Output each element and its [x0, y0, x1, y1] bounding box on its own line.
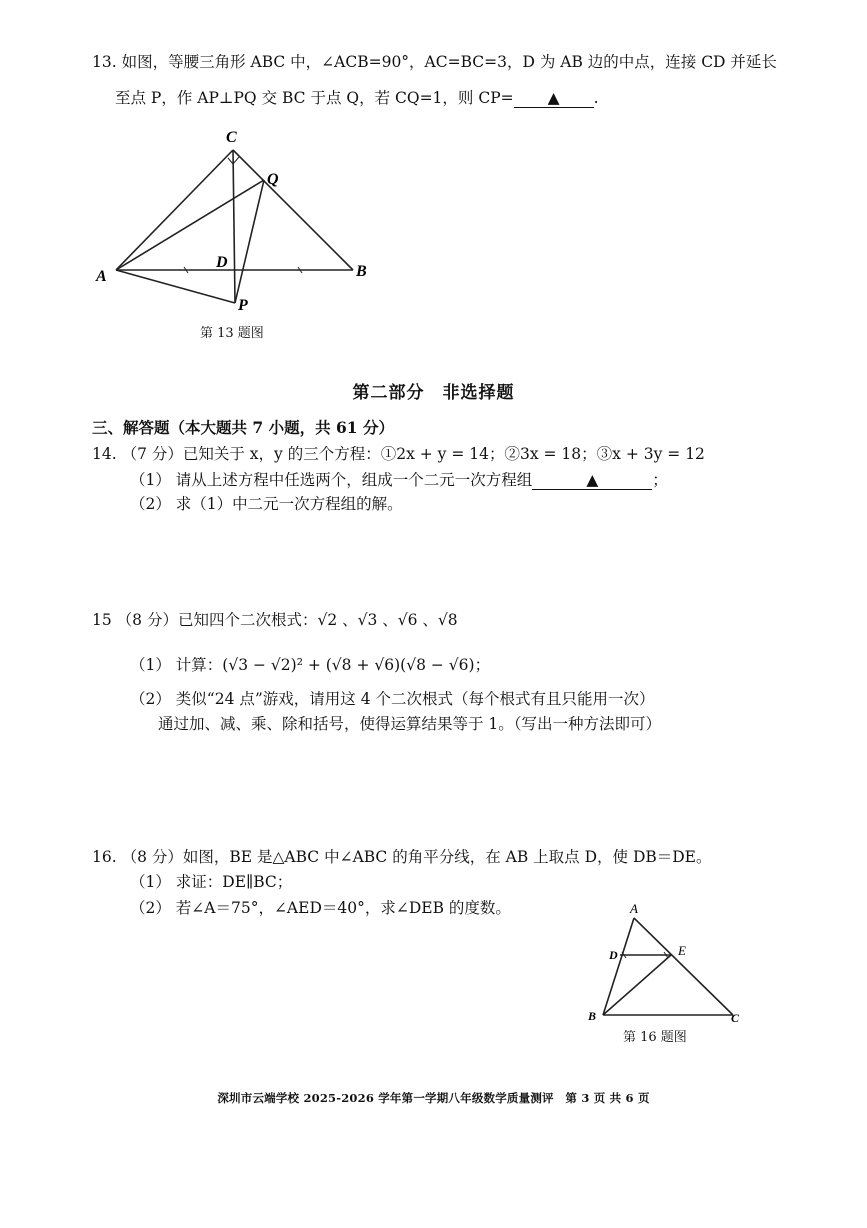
- segment-ac: [634, 918, 733, 1015]
- q15-part2-line2: 通过加、减、乘、除和括号，使得运算结果等于 1。（写出一种方法即可）: [158, 715, 662, 733]
- label-p: P: [238, 297, 248, 314]
- label-d: D: [609, 948, 618, 962]
- q14-part2: （2） 求（1）中二元一次方程组的解。: [130, 495, 403, 513]
- q13-line2: [115, 86, 599, 108]
- label-b: B: [588, 1009, 597, 1023]
- q14-blank-mark: ▲: [586, 471, 599, 489]
- page-footer: 深圳市云端学校 2025-2026 学年第一学期八年级数学质量测评 第 3 页 共 6 页: [217, 1091, 650, 1105]
- segment-cp: [233, 150, 235, 303]
- q16-part2: （2） 若∠A＝75°，∠AED＝40°，求∠DEB 的度数。: [130, 899, 511, 917]
- section-heading: 三、解答题（本大题共 7 小题，共 61 分）: [92, 418, 394, 437]
- q13-answer-blank: [514, 89, 594, 108]
- label-c: C: [731, 1011, 740, 1025]
- q14-part1-end: ；: [652, 471, 668, 489]
- q13-line1: 13. 如图，等腰三角形 ABC 中，∠ACB=90°，AC=BC=3，D 为 AB 边的中点，连接 CD 并延长: [92, 53, 777, 71]
- q15-part2-line1: （2） 类似“24 点”游戏，请用这 4 个二次根式（每个根式有且只能用一次）: [130, 690, 655, 708]
- q15-stem: 15 （8 分）已知四个二次根式：√2 、√3 、√6 、√8: [92, 611, 458, 629]
- q13-line2-text: 至点 P，作 AP⊥PQ 交 BC 于点 Q，若 CQ=1，则 CP=: [115, 89, 514, 107]
- label-b: B: [356, 263, 367, 280]
- segment-cb: [233, 150, 353, 270]
- label-e: E: [678, 943, 686, 958]
- q16-caption: 第 16 题图: [623, 1030, 687, 1045]
- q15-part1: （1） 计算：(√3 − √2)² + (√8 + √6)(√8 − √6)；: [130, 656, 491, 674]
- q16-figure: [578, 900, 748, 1028]
- q13-figure: [88, 120, 378, 315]
- label-a: A: [96, 268, 107, 285]
- q16-part1: （1） 求证：DE∥BC；: [130, 873, 293, 891]
- q13-caption: 第 13 题图: [200, 326, 264, 341]
- segment-pq: [235, 180, 264, 303]
- q13-line2-end: .: [593, 89, 599, 107]
- q13-blank-mark: ▲: [547, 89, 560, 107]
- q16-stem: 16. （8 分）如图，BE 是△ABC 中∠ABC 的角平分线，在 AB 上取点 D，使 DB＝DE。: [92, 848, 712, 866]
- q14-part1: [130, 468, 668, 490]
- label-q: Q: [267, 171, 279, 188]
- label-d: D: [216, 254, 228, 271]
- part2-title: 第二部分 非选择题: [352, 383, 515, 403]
- label-c: C: [226, 129, 237, 146]
- q14-stem: 14. （7 分）已知关于 x，y 的三个方程：①2x + y = 14；②3x = 18；③x + 3y = 12: [92, 445, 705, 463]
- segment-ap: [116, 270, 235, 303]
- label-a: A: [630, 901, 638, 916]
- q14-answer-blank: [532, 471, 652, 490]
- q14-part1-text: （1） 请从上述方程中任选两个，组成一个二元一次方程组: [130, 471, 533, 489]
